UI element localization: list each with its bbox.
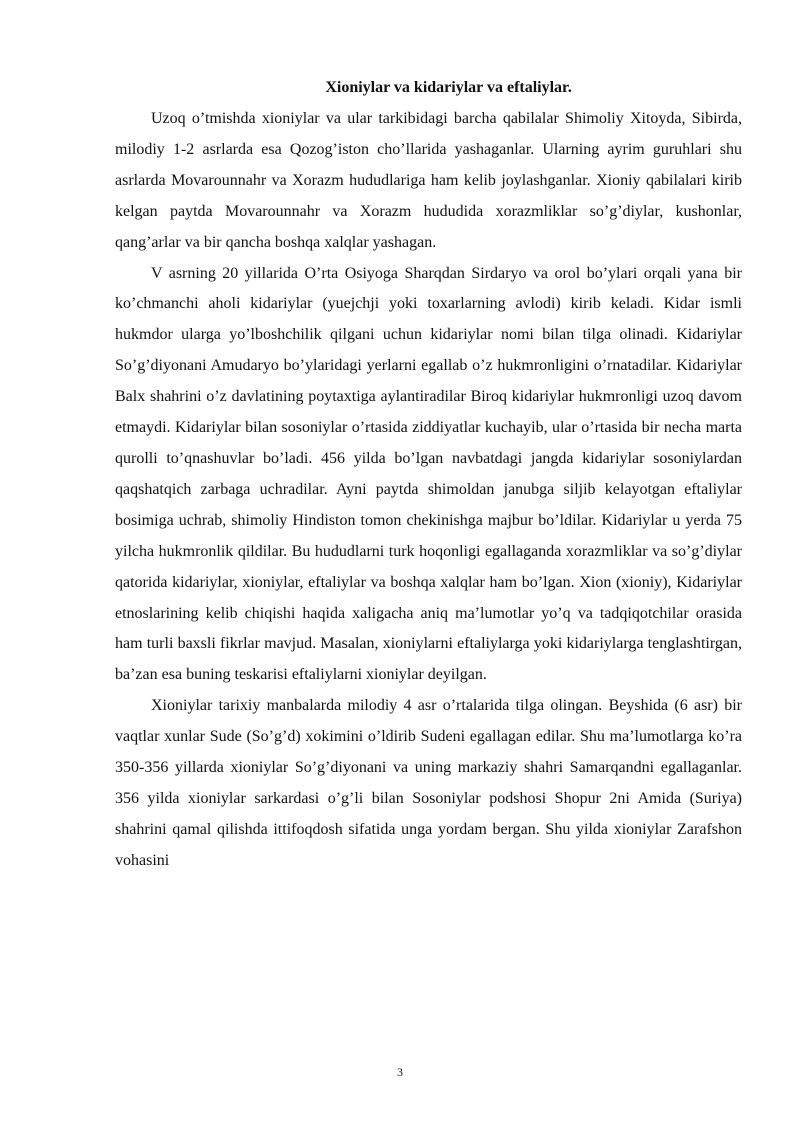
paragraph-1: Uzoq o’tmishda xioniylar va ular tarkibidagi barcha qabilalar Shimoliy Xitoyda, Sibirda, milodiy 1-2 asrlarda esa Qozog’iston cho’llarida yashaganlar. Ularning ayrim guruhlari shu asrlarda Movarounnahr va Xorazm hududlariga ham kelib joylashganlar. Xioniy qabilalari kirib kelgan paytda Movarounnahr va Xorazm hududida xorazmliklar so’g’diylar, kushonlar, qang’arlar va bir qancha boshqa xalqlar yashagan. <box>115 110 742 251</box>
document-title: Xioniylar va kidariylar va eftaliylar. <box>325 79 572 96</box>
document-page <box>115 78 742 877</box>
paragraph-2: V asrning 20 yillarida O’rta Osiyoga Sharqdan Sirdaryo va orol bo’ylari orqali yana bir ko’chmanchi aholi kidariylar (yuejchji yoki toxarlarning avlodi) kirib keladi. Kidar ismli hukmdor ularga yo’lboshchilik qilgani uchun kidariylar nomi bilan tilga olinadi. Kidariylar So’g’diyonani Amudaryo bo’ylaridagi yerlarni egallab o’z hukmronligini o’rnatadilar. Kidariylar Balx shahrini o’z davlatining poytaxtiga aylantiradilar Biroq kidariylar hukmronligi uzoq davom etmaydi. Kidariylar bilan sosoniylar o’rtasida ziddiyatlar kuchayib, ular o’rtasida bir necha marta qurolli to’qnashuvlar bo’ladi. 456 yilda bo’lgan navbatdagi jangda kidariylar sosoniylardan qaqshatqich zarbaga uchradilar. Ayni paytda shimoldan janubga siljib kelayotgan eftaliylar bosimiga uchrab, shimoliy Hindiston tomon chekinishga majbur bo’ldilar. Kidariylar u yerda 75 yilcha hukmronlik qildilar. Bu hududlarni turk hoqonligi egallaganda xorazmliklar va so’g’diylar qatorida kidariylar, xioniylar, eftaliylar va boshqa xalqlar ham bo’lgan. Xion (xioniy), Kidariylar etnoslarining kelib chiqishi haqida xaligacha aniq ma’lumotlar yo’q va tadqiqotchilar orasida ham turli baxsli fikrlar mavjud. Masalan, xioniylarni eftaliylarga yoki kidariylarga tenglashtirgan, ba’zan esa buning teskarisi eftaliylarni xioniylar deyilgan. <box>115 264 742 684</box>
page-number: 3 <box>397 1065 403 1079</box>
paragraph-3: Xioniylar tarixiy manbalarda milodiy 4 asr o’rtalarida tilga olingan. Beyshida (6 asr) bir vaqtlar xunlar Sude (So’g’d) xokimini o’ldirib Sudeni egallagan edilar. Shu ma’lumotlarga ko’ra 350-356 yillarda xioniylar So’g’diyonani va uning markaziy shahri Samarqandni egallaganlar. 356 yilda xioniylar sarkardasi o’g’li bilan Sosoniylar podshosi Shopur 2ni Amida (Suriya) shahrini qamal qilishda ittifoqdosh sifatida unga yordam bergan. Shu yilda xioniylar Zarafshon vohasini <box>115 697 742 869</box>
